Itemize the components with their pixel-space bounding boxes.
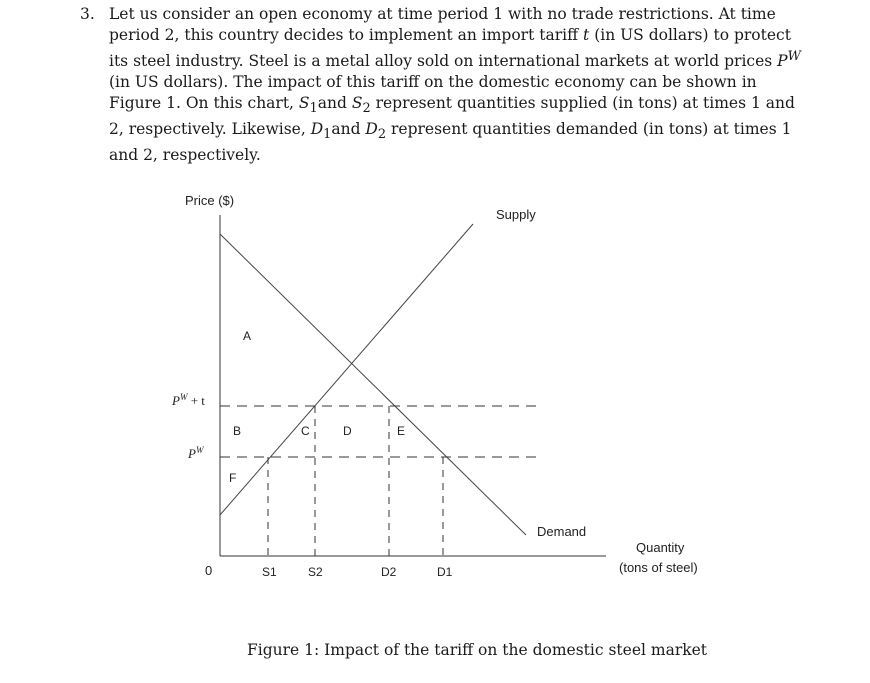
area-label-a: A [243, 329, 252, 343]
tariff-price-label: $P^W + t$ [172, 392, 205, 408]
figure-caption: Figure 1: Impact of the tariff on the domestic steel market [247, 641, 708, 659]
demand-curve [220, 234, 526, 535]
question-text: Let us consider an open economy at time period 1 with no trade restrictions. At time period 2, this country decides to implement an import tariff t (in US dollars) to protect its steel industry. Steel is a metal alloy sold on international markets at world prices $P^W$ (in US dollars). The impact of this tariff on the domestic economy can be shown in Figure 1. On this chart, $S_1and$ $S_2$ represent quantities supplied (in tons) at times 1 and 2, respectively. Likewise, $D_1and$ $D_2$ represent quantities demanded (in tons) at times 1 and 2, respectively. [109, 5, 801, 165]
x-axis-label-line2: (tons of steel) [619, 560, 698, 575]
area-label-c: C [301, 424, 310, 438]
origin-label: 0 [205, 563, 213, 578]
area-label-f: F [229, 471, 237, 485]
tick-label-s1: S1 [262, 565, 277, 579]
y-axis-label: Price ($) [185, 193, 235, 208]
area-label-e: E [397, 424, 406, 438]
area-label-b: B [233, 424, 242, 438]
x-axis-label-line1: Quantity [636, 540, 685, 555]
supply-label: Supply [496, 207, 536, 222]
area-label-d: D [343, 424, 352, 438]
tick-label-d2: D2 [381, 565, 397, 579]
world-price-label: $P^W$ [188, 445, 204, 461]
tick-label-s2: S2 [308, 565, 323, 579]
demand-label: Demand [537, 524, 587, 539]
tick-label-d1: D1 [437, 565, 453, 579]
supply-curve [220, 224, 473, 515]
question-number: 3. [80, 5, 95, 23]
